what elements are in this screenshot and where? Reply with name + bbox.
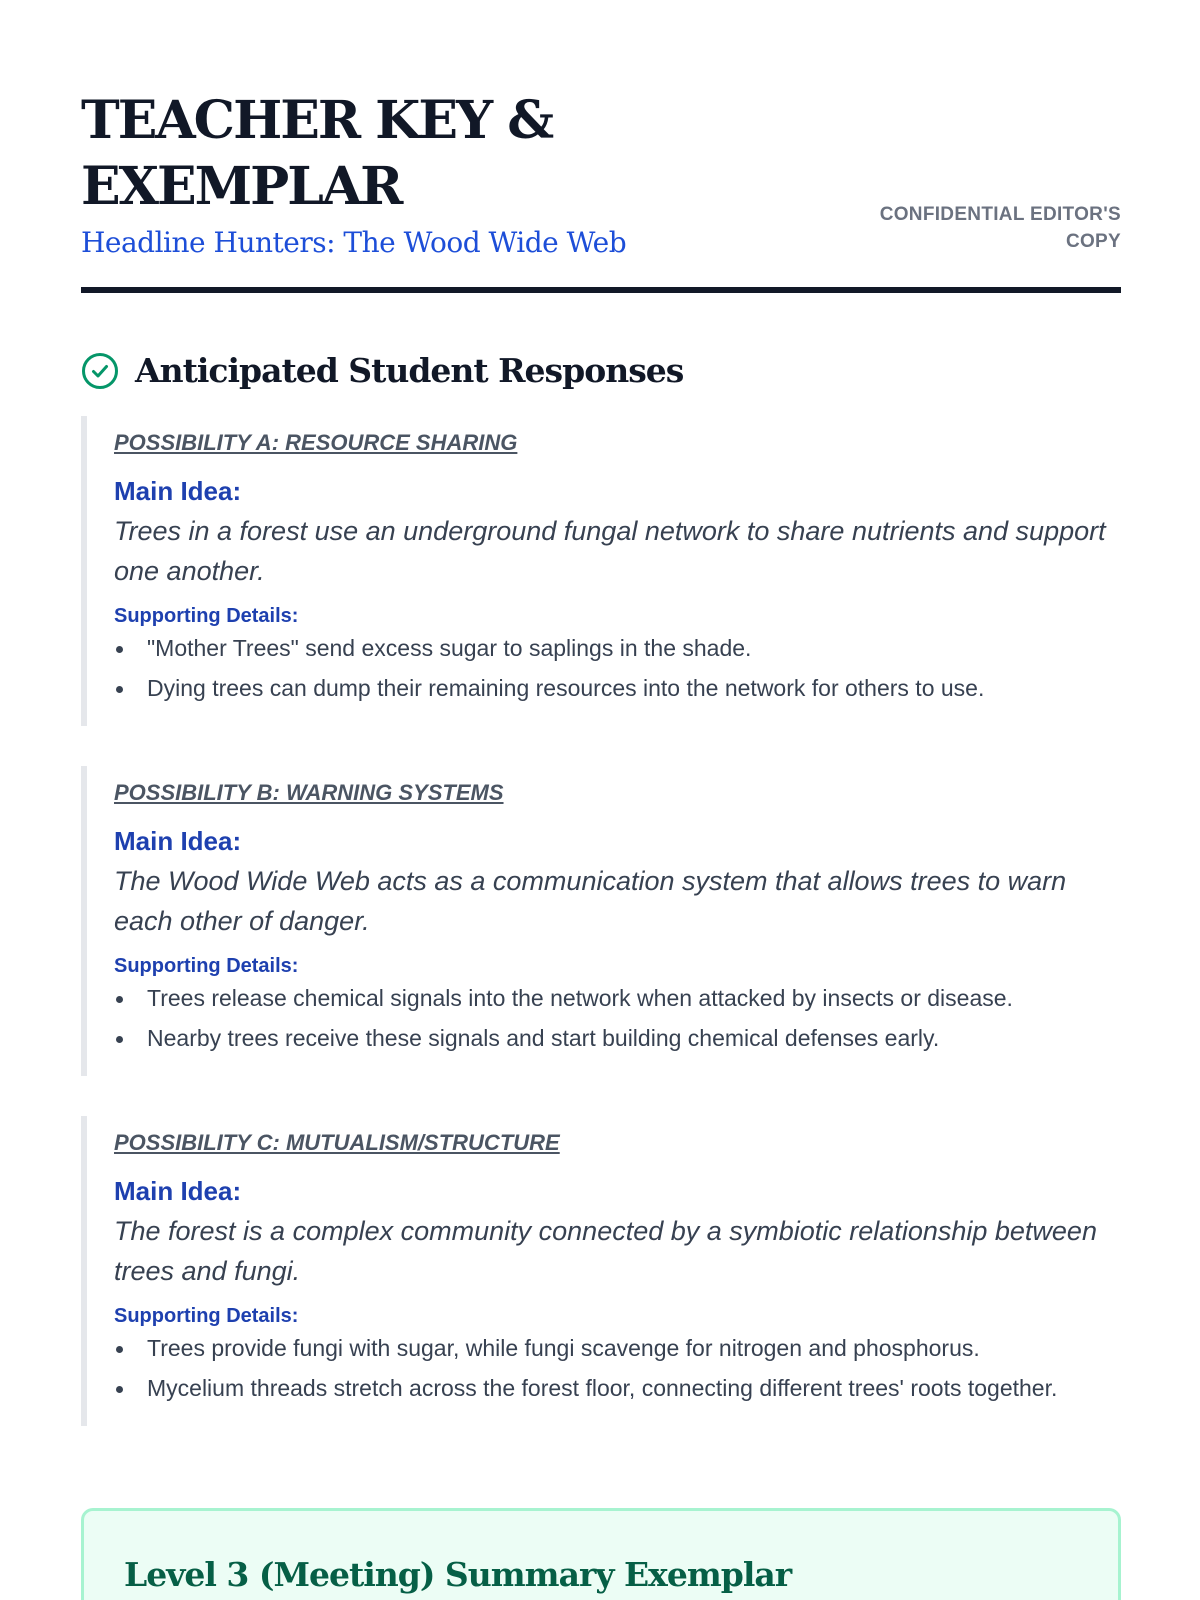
supporting-details-list [114,632,1121,705]
possibility-label: POSSIBILITY A: RESOURCE SHARING [114,430,518,455]
list-item [114,632,1121,665]
bullet-icon [116,686,123,693]
possibility-label: POSSIBILITY B: WARNING SYSTEMS [114,780,504,805]
detail-text: Trees release chemical signals into the network when attacked by insects or disease. [147,985,1013,1011]
summary-exemplar-panel [81,1508,1121,1600]
possibility-c [81,1116,1121,1426]
main-idea-label: Main Idea: [114,476,242,506]
section-heading [81,351,1121,390]
bullet-icon [116,1386,123,1393]
supporting-details-list [114,1332,1121,1405]
title-block [81,88,641,259]
detail-text: Trees provide fungi with sugar, while fungi scavenge for nitrogen and phosphorus. [147,1335,980,1361]
bullet-icon [116,646,123,653]
detail-text: Nearby trees receive these signals and start building chemical defenses early. [147,1025,940,1051]
list-item [114,1372,1121,1405]
main-idea-text: Trees in a forest use an underground fungal network to share nutrients and support one another. [114,516,1106,586]
confidential-label: CONFIDENTIAL EDITOR'S COPY [879,204,1121,252]
supporting-details-label: Supporting Details: [114,605,299,627]
supporting-details-label: Supporting Details: [114,955,299,977]
exemplar-title: Level 3 (Meeting) Summary Exemplar [124,1555,792,1594]
main-idea-label: Main Idea: [114,826,242,856]
detail-text: Mycelium threads stretch across the forest floor, connecting different trees' roots together. [147,1375,1058,1401]
possibility-a [81,416,1121,726]
page-subtitle: Headline Hunters: The Wood Wide Web [81,226,627,259]
main-idea-text: The Wood Wide Web acts as a communication system that allows trees to warn each other of danger. [114,866,1067,936]
supporting-details-list [114,982,1121,1055]
main-idea-text: The forest is a complex community connected by a symbiotic relationship between trees and fungi. [114,1216,1097,1286]
document-header [81,88,1121,293]
detail-text: "Mother Trees" send excess sugar to saplings in the shade. [147,635,752,661]
bullet-icon [116,1036,123,1043]
list-item [114,982,1121,1015]
page-title: TEACHER KEY & EXEMPLAR [81,90,553,217]
document-page [81,88,1121,1466]
bullet-icon [116,996,123,1003]
main-idea-label: Main Idea: [114,1176,242,1206]
bullet-icon [116,1346,123,1353]
list-item [114,1332,1121,1365]
possibility-label: POSSIBILITY C: MUTUALISM/STRUCTURE [114,1130,560,1155]
list-item [114,1022,1121,1055]
detail-text: Dying trees can dump their remaining resources into the network for others to use. [147,675,985,701]
possibility-b [81,766,1121,1076]
check-circle-icon [81,352,119,390]
section-title: Anticipated Student Responses [135,351,684,390]
list-item [114,672,1121,705]
supporting-details-label: Supporting Details: [114,1305,299,1327]
